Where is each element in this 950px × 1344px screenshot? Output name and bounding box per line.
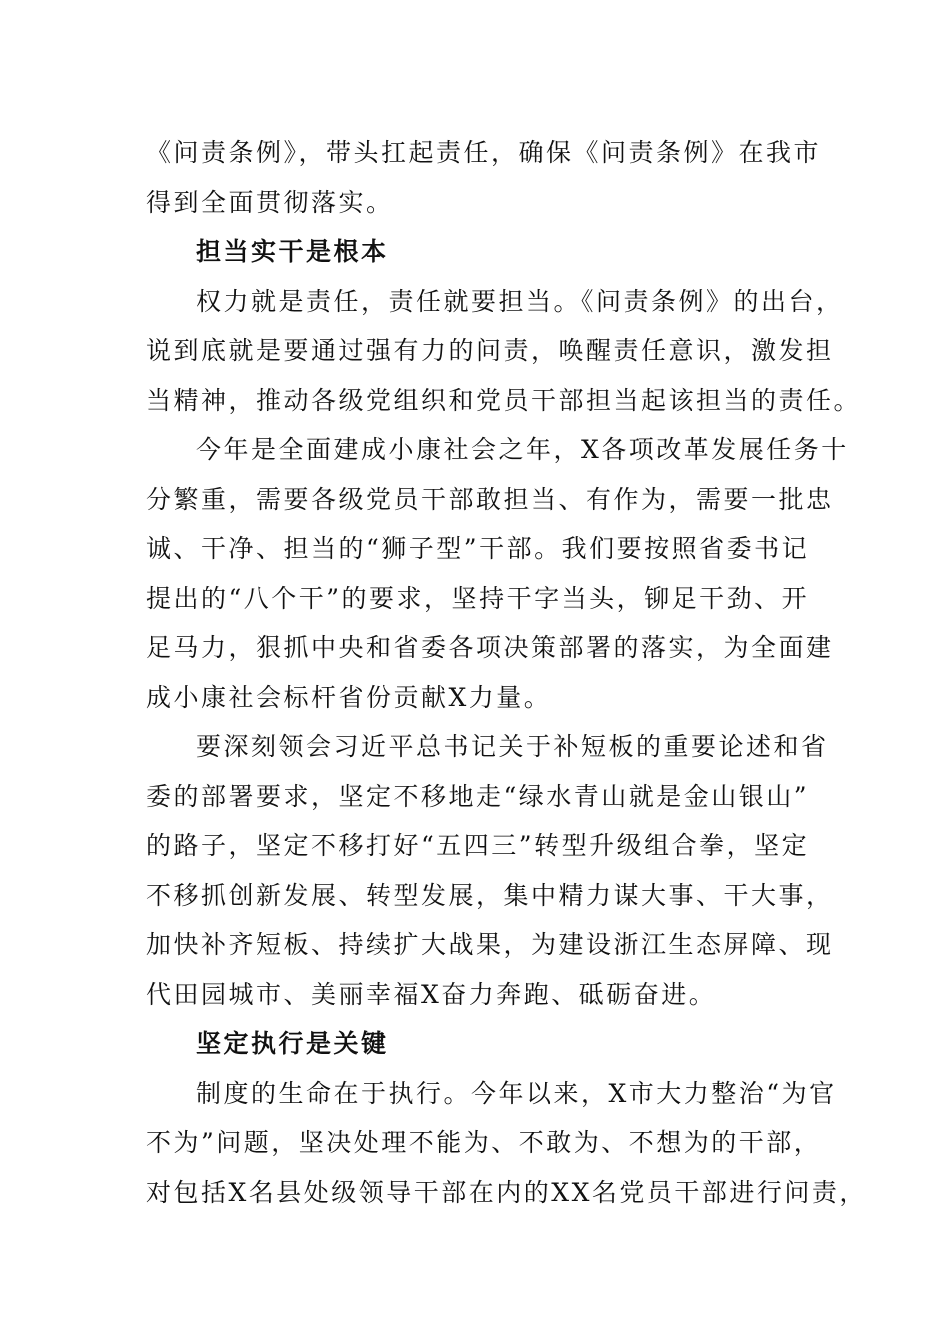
body-text-line: 代田园城市、美丽幸福X奋力奔跑、砥砺奋进。 bbox=[146, 979, 717, 1009]
body-text-line: 当精神，推动各级党组织和党员干部担当起该担当的责任。 bbox=[146, 385, 862, 415]
body-text-line: 加快补齐短板、持续扩大战果，为建设浙江生态屏障、现 bbox=[146, 930, 834, 959]
body-text-line: 委的部署要求，坚定不移地走“绿水青山就是金山银山” bbox=[146, 781, 810, 811]
section-heading: 坚定执行是关键 bbox=[196, 1029, 389, 1058]
body-text-line: 诚、干净、担当的“狮子型”干部。我们要按照省委书记 bbox=[146, 534, 810, 563]
body-text-line: 说到底就是要通过强有力的问责，唤醒责任意识，激发担 bbox=[146, 336, 834, 365]
section-heading: 担当实干是根本 bbox=[196, 237, 389, 266]
body-text-line: 《问责条例》，带头扛起责任，确保《问责条例》在我市 bbox=[146, 138, 822, 167]
body-text-line: 得到全面贯彻落实。 bbox=[146, 187, 394, 217]
body-text-line: 分繁重，需要各级党员干部敢担当、有作为，需要一批忠 bbox=[146, 484, 834, 514]
body-text-line: 对包括X名县处级领导干部在内的XX名党员干部进行问责， bbox=[146, 1177, 867, 1207]
document-body bbox=[146, 128, 867, 1217]
body-text-line: 的路子，坚定不移打好“五四三”转型升级组合拳，坚定 bbox=[146, 831, 810, 860]
paragraph-first-line: 权力就是责任，责任就要担当。《问责条例》的出台， bbox=[196, 286, 844, 316]
body-text-line: 提出的“八个干”的要求，坚持干字当头，铆足干劲、开 bbox=[146, 583, 810, 613]
body-text-line: 成小康社会标杆省份贡献X力量。 bbox=[146, 682, 552, 712]
paragraph-first-line: 要深刻领会习近平总书记关于补短板的重要论述和省 bbox=[196, 732, 829, 761]
paragraph-first-line: 今年是全面建成小康社会之年，X各项改革发展任务十 bbox=[196, 435, 849, 464]
body-text-line: 不移抓创新发展、转型发展，集中精力谋大事、干大事， bbox=[146, 880, 834, 910]
body-text-line: 不为”问题，坚决处理不能为、不敢为、不想为的干部， bbox=[146, 1128, 822, 1157]
paragraph-first-line: 制度的生命在于执行。今年以来，X市大力整治“为官 bbox=[196, 1078, 837, 1108]
body-text-line: 足马力，狠抓中央和省委各项决策部署的落实，为全面建 bbox=[146, 633, 834, 662]
